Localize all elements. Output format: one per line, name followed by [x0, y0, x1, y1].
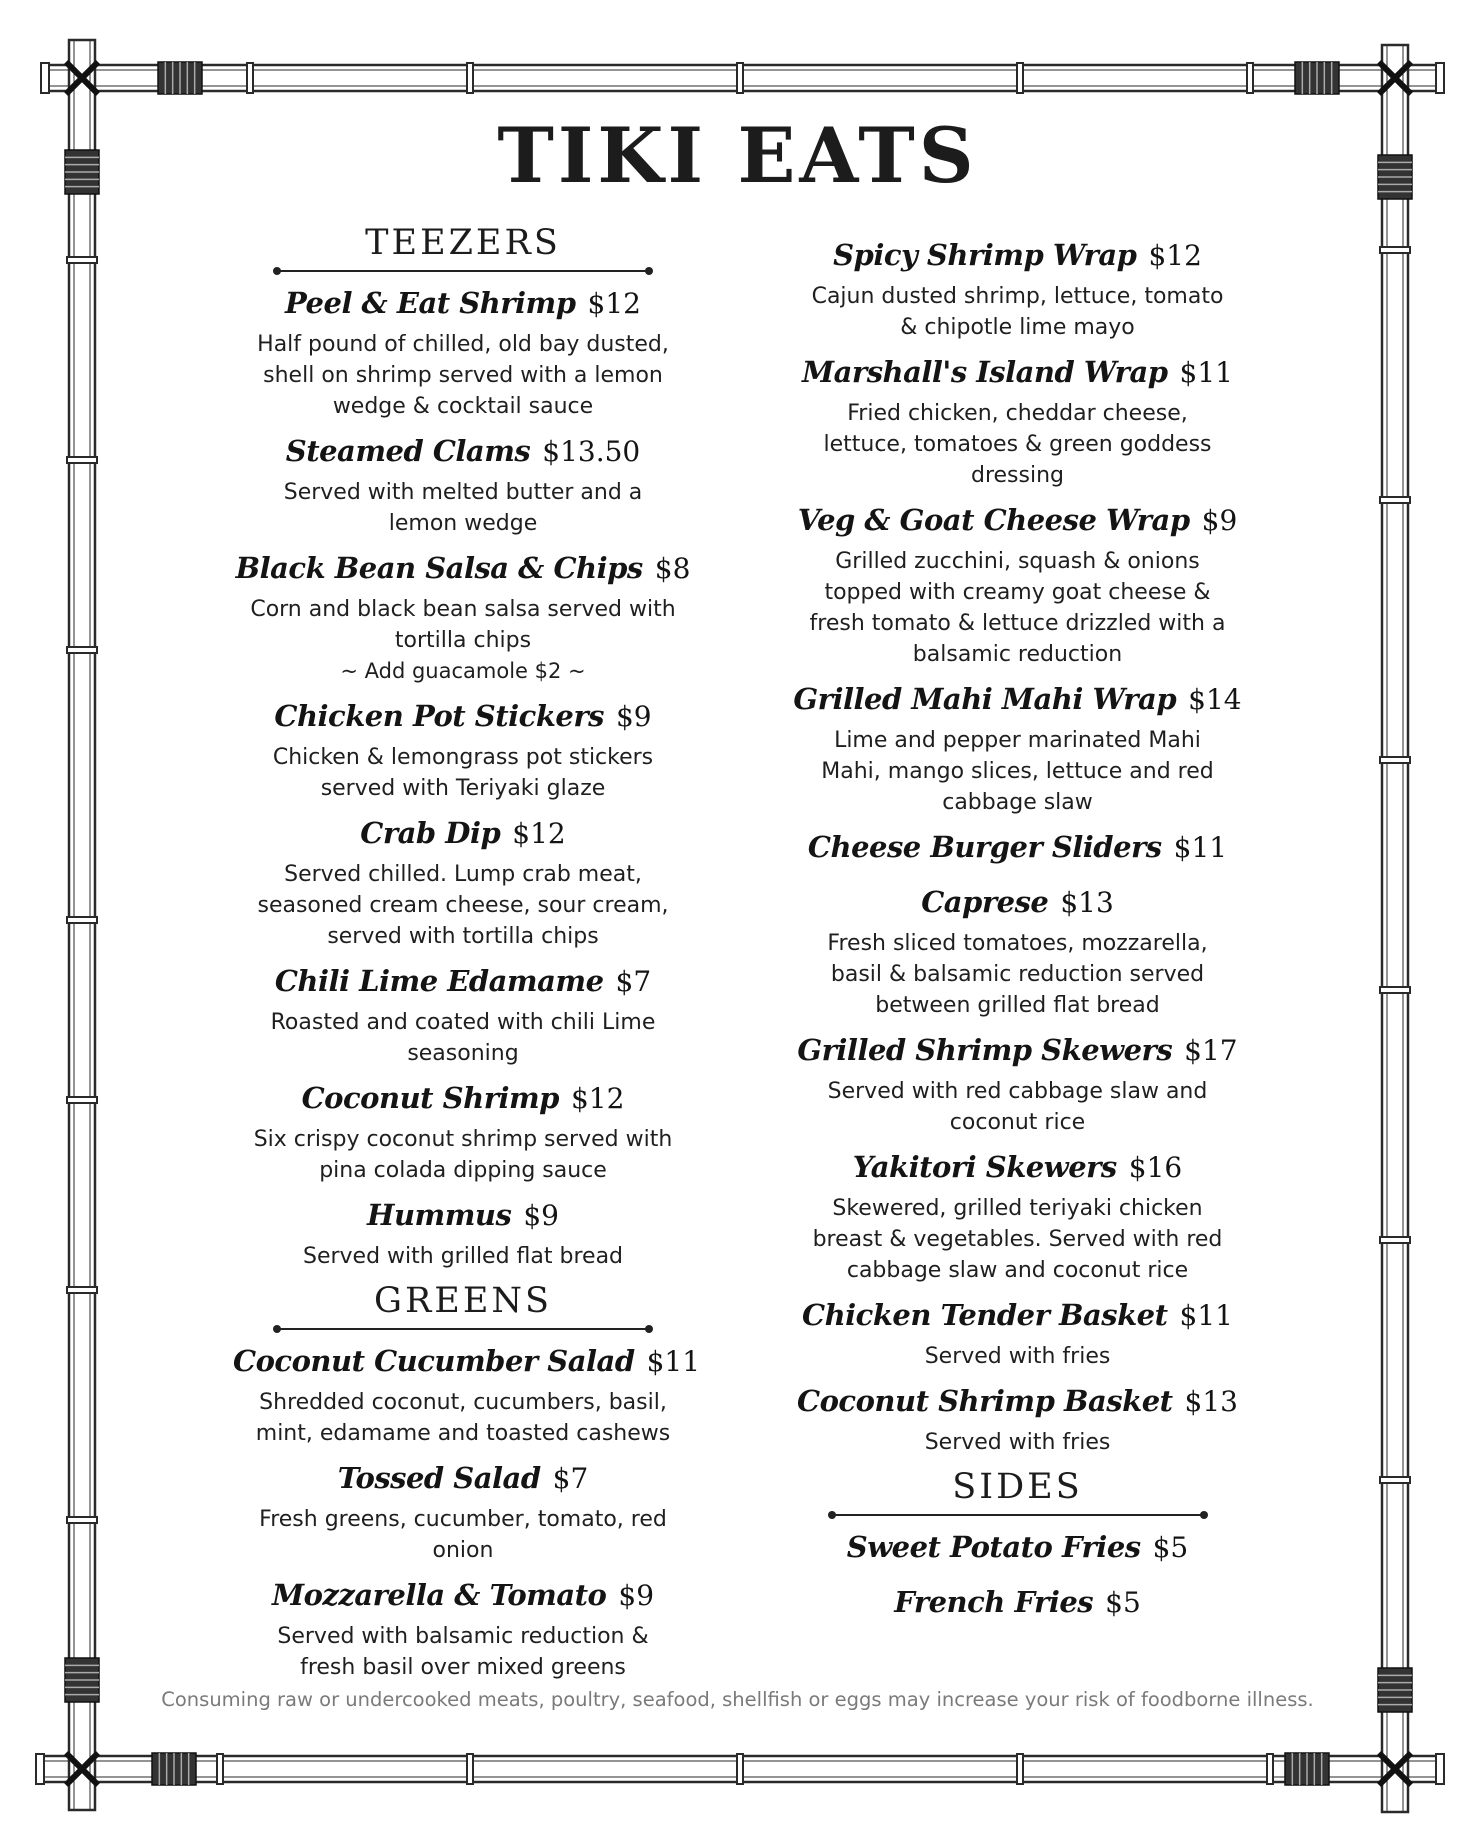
- menu-item-header: [233, 1574, 693, 1621]
- menu-item-description-line: lemon wedge: [388, 511, 538, 536]
- menu-item-name: Crab Dip: [360, 816, 501, 850]
- menu-item: [233, 282, 693, 422]
- menu-item-price: $17: [1184, 1034, 1238, 1067]
- menu-item-header: [233, 1340, 701, 1387]
- menu-item-price: $12: [1148, 239, 1202, 272]
- menu-item-price: $13: [1184, 1385, 1238, 1418]
- menu-item-description-line: Lime and pepper marinated Mahi: [834, 728, 1201, 753]
- menu-item: [233, 1457, 693, 1566]
- menu-item-description-line: Served with grilled flat bread: [302, 1244, 624, 1269]
- menu-item-description-line: cabbage slaw and coconut rice: [846, 1258, 1189, 1283]
- menu-item-description-line: Fried chicken, cheddar cheese,: [847, 401, 1188, 426]
- menu-item: [780, 499, 1255, 670]
- menu-item-header: [233, 960, 693, 1007]
- menu-item-price: $12: [570, 1082, 625, 1115]
- menu-item: [233, 1194, 693, 1272]
- menu-item-name: Steamed Clams: [285, 434, 531, 468]
- menu-item: [780, 678, 1255, 818]
- menu-item-description-line: Cajun dusted shrimp, lettuce, tomato: [811, 284, 1224, 309]
- menu-item-description-line: topped with creamy goat cheese &: [824, 580, 1211, 605]
- menu-item-description-line: Fresh sliced tomatoes, mozzarella,: [827, 931, 1208, 956]
- menu-item-header: [780, 351, 1255, 398]
- greens-list: [233, 1340, 701, 1683]
- menu-item-price: $5: [1152, 1531, 1189, 1564]
- menu-item-name: Grilled Mahi Mahi Wrap: [793, 682, 1177, 716]
- menu-item: [780, 234, 1255, 343]
- menu-item-description-line: Skewered, grilled teriyaki chicken: [832, 1196, 1203, 1221]
- right-column: [780, 234, 1255, 1636]
- menu-item-price: $9: [1201, 504, 1238, 537]
- menu-item-description-line: Served with melted butter and a: [283, 480, 643, 505]
- menu-item-description-line: Chicken & lemongrass pot stickers: [272, 745, 654, 770]
- menu-item: [233, 1574, 693, 1683]
- menu-item-description-line: Mahi, mango slices, lettuce and red: [821, 759, 1214, 784]
- menu-item-header: [233, 695, 693, 742]
- menu-item: [780, 1526, 1255, 1573]
- menu-item-header: [780, 826, 1255, 873]
- menu-item-price: $7: [615, 965, 652, 998]
- menu-item-name: French Fries: [894, 1585, 1094, 1619]
- menu-item: [233, 695, 693, 804]
- menu-item-description-line: Six crispy coconut shrimp served with: [253, 1127, 673, 1152]
- menu-item-price: $11: [1179, 1299, 1233, 1332]
- menu-title: TIKI EATS: [497, 111, 978, 200]
- menu-item-description-line: wedge & cocktail sauce: [332, 394, 594, 419]
- menu-item-name: Coconut Cucumber Salad: [233, 1344, 635, 1378]
- menu-item-description-line: Roasted and coated with chili Lime: [270, 1010, 656, 1035]
- menu-item-name: Grilled Shrimp Skewers: [797, 1033, 1173, 1067]
- menu-item-header: [780, 678, 1255, 725]
- menu-item-description-line: Half pound of chilled, old bay dusted,: [257, 332, 669, 357]
- menu-item-name: Tossed Salad: [337, 1461, 541, 1495]
- menu-item-name: Caprese: [921, 885, 1049, 919]
- menu-item-header: [233, 1457, 693, 1504]
- menu-item-price: $13: [1060, 886, 1114, 919]
- menu-item-description-line: Served with balsamic reduction &: [277, 1624, 649, 1649]
- menu-item-description-line: fresh tomato & lettuce drizzled with a: [809, 611, 1226, 636]
- menu-item-price: $14: [1188, 683, 1242, 716]
- section-divider: [828, 1510, 1208, 1520]
- menu-item-header: [780, 234, 1255, 281]
- menu-item-header: [780, 1029, 1255, 1076]
- menu-item: [780, 1581, 1255, 1628]
- menu-item-description-line: fresh basil over mixed greens: [300, 1655, 626, 1680]
- menu-item-name: Cheese Burger Sliders: [807, 830, 1162, 864]
- menu-item-description-line: balsamic reduction: [912, 642, 1123, 667]
- menu-item-description-line: shell on shrimp served with a lemon: [263, 363, 663, 388]
- menu-item-price: $9: [615, 700, 652, 733]
- menu-item-description-line: seasoning: [407, 1041, 519, 1066]
- menu-item-description-line: onion: [432, 1538, 494, 1563]
- menu-item-description-line: Served with fries: [924, 1430, 1111, 1455]
- menu-item: [233, 1077, 693, 1186]
- menu-item-description-line: & chipotle lime mayo: [900, 315, 1135, 340]
- menu-item-name: Chicken Pot Stickers: [274, 699, 604, 733]
- menu-item: [780, 1294, 1255, 1372]
- menu-item-name: Peel & Eat Shrimp: [285, 286, 576, 320]
- sides-section-header: [828, 1466, 1208, 1520]
- menu-item-name: Hummus: [367, 1198, 512, 1232]
- menu-item-header: [233, 1077, 693, 1124]
- menu-item-description-line: dressing: [970, 463, 1064, 488]
- menu-item-price: $13.50: [542, 435, 641, 468]
- menu-item-name: Marshall's Island Wrap: [802, 355, 1168, 389]
- greens-section-header: [273, 1280, 653, 1334]
- menu-item-description-line: coconut rice: [949, 1110, 1086, 1135]
- menu-item-header: [780, 1380, 1255, 1427]
- menu-item-description-line: Served with red cabbage slaw and: [827, 1079, 1208, 1104]
- menu-item-name: Spicy Shrimp Wrap: [833, 238, 1137, 272]
- menu-item-header: [780, 881, 1255, 928]
- menu-item-price: $12: [512, 817, 566, 850]
- menu-item-description-line: mint, edamame and toasted cashews: [255, 1421, 671, 1446]
- menu-item-description-line: served with Teriyaki glaze: [320, 776, 606, 801]
- menu-item: [780, 881, 1255, 1021]
- menu-item-header: [780, 1146, 1255, 1193]
- left-column: [233, 222, 701, 1691]
- menu-item-description-line: seasoned cream cheese, sour cream,: [257, 893, 669, 918]
- menu-item-description-line: between grilled flat bread: [875, 993, 1160, 1018]
- menu-item-price: $7: [552, 1462, 589, 1495]
- menu-item-description-line: Grilled zucchini, squash & onions: [835, 549, 1200, 574]
- menu-item-description-line: tortilla chips: [394, 628, 532, 653]
- section-divider: [273, 1324, 653, 1334]
- menu-item-header: [780, 499, 1255, 546]
- menu-item-header: [780, 1581, 1255, 1628]
- menu-item-price: $8: [654, 552, 691, 585]
- menu-item-description-line: cabbage slaw: [942, 790, 1093, 815]
- menu-item: [233, 960, 693, 1069]
- teezers-title: TEEZERS: [365, 223, 561, 263]
- menu-item-header: [780, 1526, 1255, 1573]
- menu-item-price: $5: [1105, 1586, 1141, 1619]
- menu-item-price: $11: [1173, 831, 1228, 864]
- menu-item-name: Coconut Shrimp: [301, 1081, 559, 1115]
- menu-item-price: $12: [587, 287, 641, 320]
- menu-item-description-line: breast & vegetables. Served with red: [812, 1227, 1223, 1252]
- menu-item-description-line: Served chilled. Lump crab meat,: [284, 862, 642, 887]
- mains-list: [780, 234, 1255, 1458]
- menu-item: [780, 351, 1255, 491]
- greens-title: GREENS: [373, 1281, 552, 1321]
- menu-item-name: Chicken Tender Basket: [802, 1298, 1168, 1332]
- menu-item-name: Mozzarella & Tomato: [271, 1578, 607, 1612]
- menu-item-description-line: lettuce, tomatoes & green goddess: [823, 432, 1212, 457]
- menu-item: [780, 1380, 1255, 1458]
- menu-item-description-line: pina colada dipping sauce: [319, 1158, 607, 1183]
- menu-item-header: [233, 547, 693, 594]
- teezers-section-header: [273, 222, 653, 276]
- menu-item-description-line: basil & balsamic reduction served: [830, 962, 1205, 987]
- menu-item-name: Sweet Potato Fries: [846, 1530, 1141, 1564]
- menu-item-header: [780, 1294, 1255, 1341]
- menu-item-description-line: served with tortilla chips: [327, 924, 599, 949]
- sides-list: [780, 1526, 1255, 1628]
- menu-item-name: Coconut Shrimp Basket: [797, 1384, 1173, 1418]
- menu-item: [233, 430, 693, 539]
- menu-item-price: $16: [1128, 1151, 1183, 1184]
- menu-item: [233, 812, 693, 952]
- menu-item-description-line: Served with fries: [924, 1344, 1111, 1369]
- menu-item-price: $9: [523, 1199, 559, 1232]
- teezers-list: [233, 282, 693, 1272]
- food-safety-disclaimer: Consuming raw or undercooked meats, poultry, seafood, shellfish or eggs may increase your risk of foodborne illness.: [161, 1688, 1314, 1711]
- menu-item-price: $9: [618, 1579, 655, 1612]
- menu-item: [780, 826, 1255, 873]
- menu-item-name: Yakitori Skewers: [852, 1150, 1117, 1184]
- menu-item-price: $11: [1179, 356, 1233, 389]
- menu-item-addon: ~ Add guacamole $2 ~: [340, 659, 586, 683]
- menu-item-name: Veg & Goat Cheese Wrap: [797, 503, 1190, 537]
- menu-item: [780, 1146, 1255, 1286]
- menu-item-description-line: Corn and black bean salsa served with: [250, 597, 676, 622]
- menu-item: [233, 547, 693, 687]
- section-divider: [273, 266, 653, 276]
- menu-item-description-line: Fresh greens, cucumber, tomato, red: [259, 1507, 667, 1532]
- menu-item-name: Black Bean Salsa & Chips: [235, 551, 643, 585]
- menu-item-name: Chili Lime Edamame: [274, 964, 604, 998]
- menu-item-description-line: Shredded coconut, cucumbers, basil,: [259, 1390, 667, 1415]
- sides-title: SIDES: [952, 1467, 1083, 1507]
- menu-item-header: [233, 282, 693, 329]
- menu-item-header: [233, 1194, 693, 1241]
- menu-item-price: $11: [646, 1345, 701, 1378]
- menu-item-header: [233, 812, 693, 859]
- menu-item-header: [233, 430, 693, 477]
- menu-item: [780, 1029, 1255, 1138]
- menu-item: [233, 1340, 701, 1449]
